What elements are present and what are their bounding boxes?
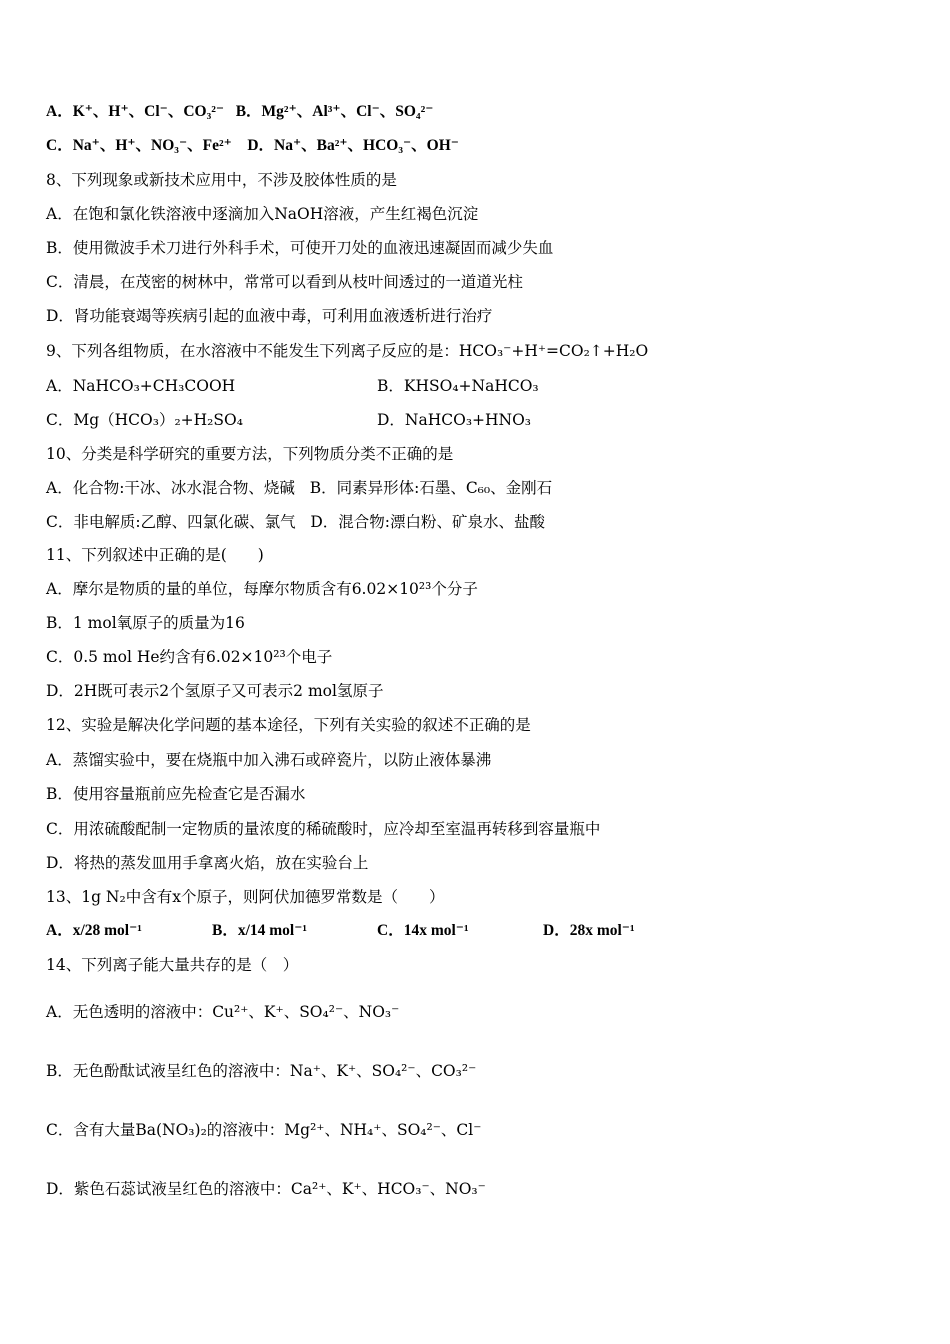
q10-option-a: A．化合物:干冰、冰水混合物、烧碱 <box>46 479 295 497</box>
q10-options-ab <box>46 478 552 498</box>
q7-option-c: C．Na⁺、H⁺、NO₃⁻、Fe²⁺ <box>46 137 232 154</box>
q7-options-ab <box>46 102 433 122</box>
q13-option-d: D．28x mol⁻¹ <box>543 922 635 939</box>
q12-option-d: D．将热的蒸发皿用手拿离火焰，放在实验台上 <box>46 854 369 872</box>
q7-option-d: D．Na⁺、Ba²⁺、HCO₃⁻、OH⁻ <box>247 137 459 154</box>
q11-option-b: B．1 mol氧原子的质量为16 <box>46 614 245 632</box>
q9-stem: 9、下列各组物质，在水溶液中不能发生下列离子反应的是：HCO₃⁻+H⁺=CO₂↑+H₂O <box>46 342 649 360</box>
q13-option-b: B．x/14 mol⁻¹ <box>212 922 308 939</box>
q12-option-c: C．用浓硫酸配制一定物质的量浓度的稀硫酸时，应冷却至室温再转移到容量瓶中 <box>46 820 601 838</box>
q10-options-cd <box>46 512 545 532</box>
q10-option-b: B．同素异形体:石墨、C₆₀、金刚石 <box>309 479 553 497</box>
q14-stem: 14、下列离子能大量共存的是（ ） <box>46 956 299 974</box>
q9-option-b: B．KHSO₄+NaHCO₃ <box>377 377 539 395</box>
q9-option-c: C．Mg（HCO₃）₂+H₂SO₄ <box>46 411 243 429</box>
q7-option-b: B．Mg²⁺、Al³⁺、Cl⁻、SO₄²⁻ <box>235 103 434 120</box>
q8-option-a: A．在饱和氯化铁溶液中逐滴加入NaOH溶液，产生红褐色沉淀 <box>46 205 479 223</box>
q8-option-b: B．使用微波手术刀进行外科手术，可使开刀处的血液迅速凝固而减少失血 <box>46 239 554 257</box>
q9-option-d: D．NaHCO₃+HNO₃ <box>377 411 532 429</box>
q11-stem: 11、下列叙述中正确的是( ) <box>46 546 264 564</box>
q11-option-c: C．0.5 mol He约含有6.02×10²³个电子 <box>46 648 333 666</box>
q13-option-c: C．14x mol⁻¹ <box>377 922 469 939</box>
q14-option-d: D．紫色石蕊试液呈红色的溶液中：Ca²⁺、K⁺、HCO₃⁻、NO₃⁻ <box>46 1180 486 1198</box>
q12-stem: 12、实验是解决化学问题的基本途径，下列有关实验的叙述不正确的是 <box>46 716 531 734</box>
q14-option-a: A．无色透明的溶液中：Cu²⁺、K⁺、SO₄²⁻、NO₃⁻ <box>46 1003 400 1021</box>
q13-option-a: A．x/28 mol⁻¹ <box>46 922 142 939</box>
q8-stem: 8、下列现象或新技术应用中，不涉及胶体性质的是 <box>46 171 397 189</box>
q10-option-d: D．混合物:漂白粉、矿泉水、盐酸 <box>310 513 546 531</box>
q14-option-b: B．无色酚酞试液呈红色的溶液中：Na⁺、K⁺、SO₄²⁻、CO₃²⁻ <box>46 1062 477 1080</box>
q10-option-c: C．非电解质:乙醇、四氯化碳、氯气 <box>46 513 296 531</box>
q7-options-cd <box>46 136 459 156</box>
q12-option-b: B．使用容量瓶前应先检查它是否漏水 <box>46 785 306 803</box>
q11-option-d: D．2H既可表示2个氢原子又可表示2 mol氢原子 <box>46 682 384 700</box>
q9-option-a: A．NaHCO₃+CH₃COOH <box>46 377 236 395</box>
q14-option-c: C．含有大量Ba(NO₃)₂的溶液中：Mg²⁺、NH₄⁺、SO₄²⁻、Cl⁻ <box>46 1121 482 1139</box>
q11-option-a: A．摩尔是物质的量的单位，每摩尔物质含有6.02×10²³个分子 <box>46 580 478 598</box>
q10-stem: 10、分类是科学研究的重要方法，下列物质分类不正确的是 <box>46 445 454 463</box>
q13-stem: 13、1g N₂中含有x个原子，则阿伏加德罗常数是（ ） <box>46 888 445 906</box>
q12-option-a: A．蒸馏实验中，要在烧瓶中加入沸石或碎瓷片，以防止液体暴沸 <box>46 751 492 769</box>
q8-option-d: D．肾功能衰竭等疾病引起的血液中毒，可利用血液透析进行治疗 <box>46 307 493 325</box>
q8-option-c: C．清晨，在茂密的树林中，常常可以看到从枝叶间透过的一道道光柱 <box>46 273 523 291</box>
q7-option-a: A．K⁺、H⁺、Cl⁻、CO₃²⁻ <box>46 103 225 120</box>
